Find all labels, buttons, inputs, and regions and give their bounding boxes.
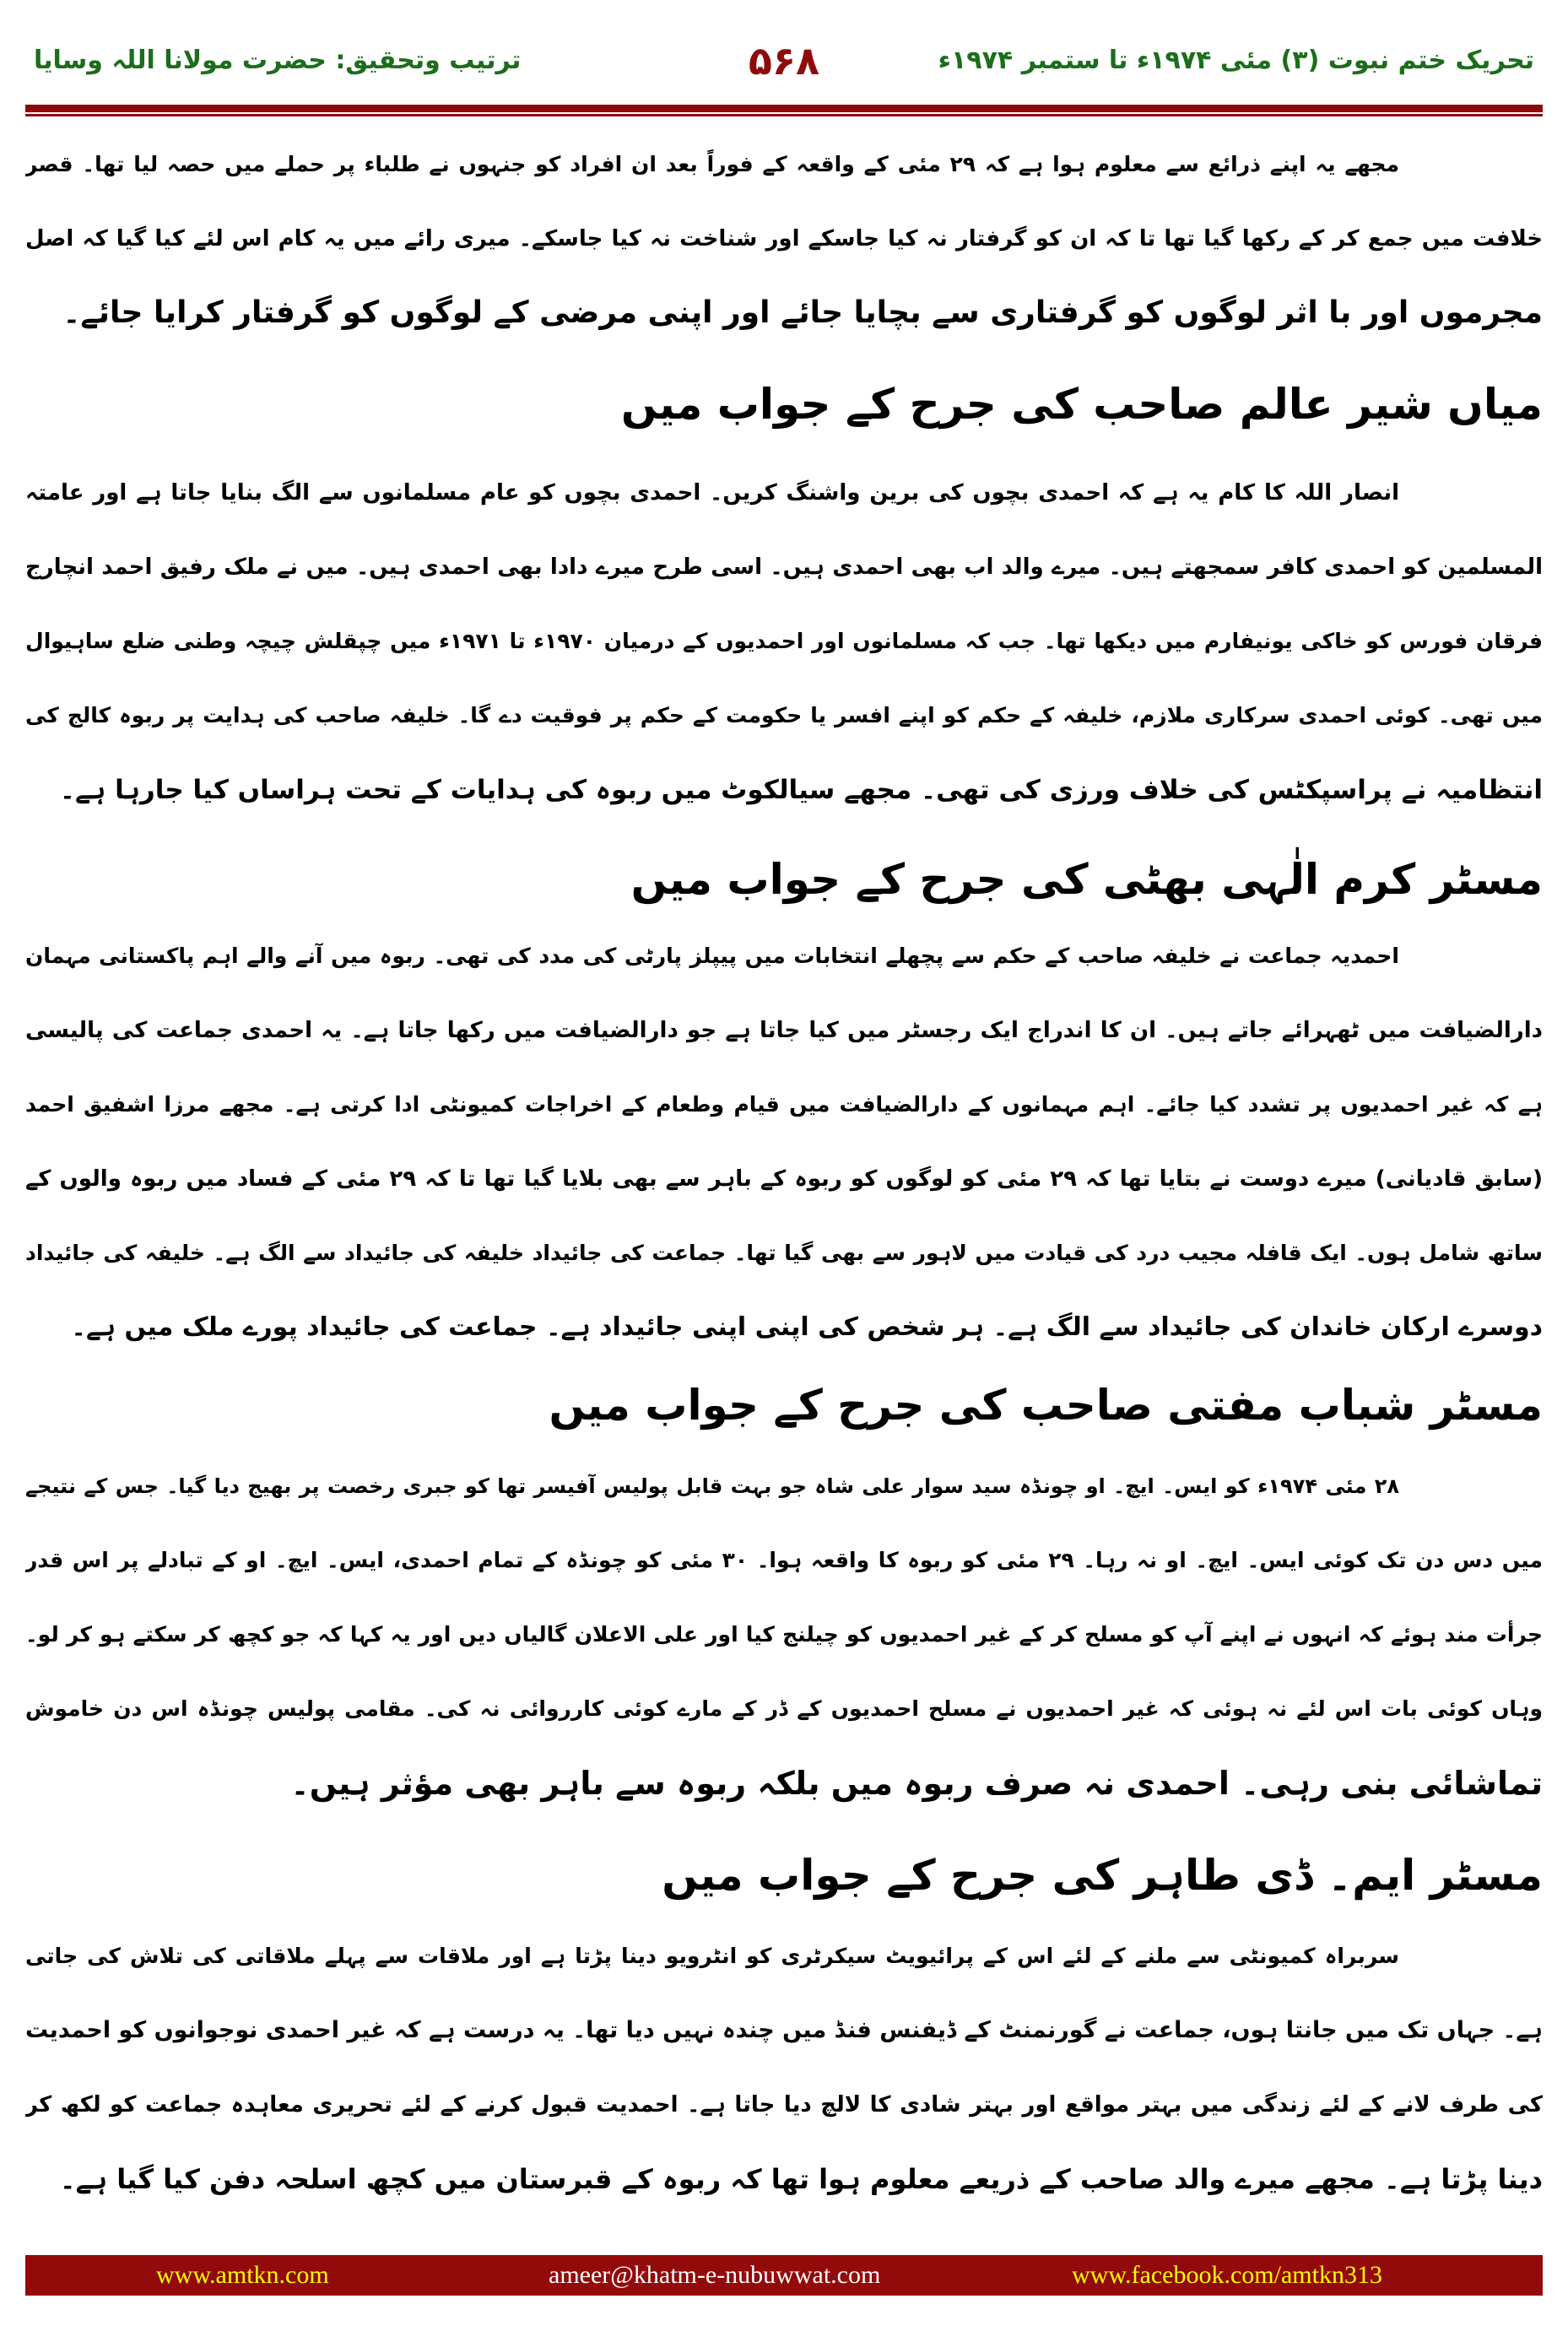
- paragraph: [25, 127, 1543, 350]
- text-line: میں تھی۔ کوئی احمدی سرکاری ملازم، خلیفہ کے حکم کو اپنے افسر یا حکومت کے حکم پر فوقیت دے گا۔ خلیفہ صاحب کی ہدایت پر ربوہ کالج کی: [25, 703, 1543, 727]
- text-line: ہے کہ غیر احمدیوں پر تشدد کیا جائے۔ اہم مہمانوں کے دارالضیافت میں قیام وطعام کے اخراجات کمیونٹی ادا کرتی ہے۔ مجھے مرزا اشفیق احمد: [25, 1092, 1543, 1117]
- website-link[interactable]: www.amtkn.com: [156, 2261, 329, 2289]
- text-line: ۲۸ مئی ۱۹۷۴ء کو ایس۔ ایچ۔ او چونڈہ سید سوار علی شاہ جو بہت قابل پولیس آفیسر تھا کو جبری رخصت پر بھیج دیا گیا۔ جس کے نتیجے: [25, 1474, 1400, 1498]
- text-line: دینا پڑتا ہے۔ مجھے میرے والد صاحب کے ذریعے معلوم ہوا تھا کہ ربوہ کے قبرستان میں کچھ اسلحہ دفن کیا گیا ہے۔: [59, 2163, 1543, 2195]
- text-line: مجرموں اور با اثر لوگوں کو گرفتاری سے بچایا جائے اور اپنی مرضی کے لوگوں کو گرفتار کرایا جائے۔: [62, 295, 1543, 330]
- text-line: کی طرف لانے کے لئے زندگی میں بہتر مواقع اور بہتر شادی کا لالچ دیا جاتا ہے۔ احمدیت قبول کرنے کے لئے تحریری معاہدہ جماعت کو لکھ کر: [25, 2092, 1543, 2118]
- facebook-link[interactable]: www.facebook.com/amtkn313: [1072, 2261, 1382, 2289]
- text-line: میں دس دن تک کوئی ایس۔ ایچ۔ او نہ رہا۔ ۲۹ مئی کو ربوہ کا واقعہ ہوا۔ ۳۰ مئی کو چونڈہ کے تمام احمدی، ایس۔ ایچ۔ او کے تبادلے پر اس قدر: [25, 1548, 1543, 1572]
- text-line: دارالضیافت میں ٹھہرائے جاتے ہیں۔ ان کا اندراج ایک رجسٹر میں کیا جاتا ہے جو دارالضیافت میں رکھا جاتا ہے۔ یہ احمدی جماعت کی پالیسی: [25, 1018, 1543, 1043]
- text-line: وہاں کوئی بات اس لئے نہ ہوئی کہ غیر احمدیوں نے مسلح احمدیوں کے ڈر کے مارے کوئی کارروائی نہ کی۔ مقامی پولیس چونڈہ اس دن خاموش: [25, 1696, 1543, 1721]
- text-line: دوسرے ارکان خاندان کی جائیداد سے الگ ہے۔ ہر شخص کی اپنی اپنی جائیداد ہے۔ جماعت کی جائیداد پورے ملک میں ہے۔: [71, 1312, 1543, 1342]
- section-heading: مسٹر کرم الٰہی بھٹی کی جرح کے جواب میں: [630, 855, 1543, 904]
- section-heading: میاں شیر عالم صاحب کی جرح کے جواب میں: [620, 380, 1543, 429]
- text-line: مجھے یہ اپنے ذرائع سے معلوم ہوا ہے کہ ۲۹ مئی کے واقعہ کے فوراً بعد ان افراد کو جنہوں نے طلباء پر حملے میں حصہ لیا تھا۔ قصر: [25, 152, 1400, 176]
- header-divider-thick: [25, 105, 1543, 112]
- compiler-credit: ترتیب وتحقیق: حضرت مولانا اللہ وسایا: [34, 46, 522, 75]
- text-line: المسلمین کو احمدی کافر سمجھتے ہیں۔ میرے والد اب بھی احمدی ہیں۔ اسی طرح میرے دادا بھی احمدی ہیں۔ میں نے ملک رفیق احمد انچارج: [25, 554, 1543, 580]
- paragraph: [25, 1919, 1543, 2216]
- section-heading: مسٹر ایم۔ ڈی طاہر کی جرح کے جواب میں: [662, 1851, 1543, 1900]
- page-number: ۵۶۸: [748, 38, 820, 84]
- text-line: خلافت میں جمع کر کے رکھا گیا تھا تا کہ ان کو گرفتار نہ کیا جاسکے اور شناخت نہ کیا جاسکے۔ میری رائے میں یہ کام اس لئے کیا گیا کہ اصل: [25, 226, 1543, 252]
- paragraph: [25, 456, 1543, 827]
- text-line: (سابق قادیانی) میرے دوست نے بتایا تھا کہ ۲۹ مئی کو لوگوں کو ربوہ کے باہر سے بھی بلایا گیا تھا تا کہ ۲۹ مئی کے فساد میں ربوہ والوں کے: [25, 1166, 1543, 1192]
- text-line: جرأت مند ہوئے کہ انہوں نے اپنے آپ کو مسلح کر کے غیر احمدیوں کو چیلنج کیا اور علی الاعلان گالیاں دیں اور یہ کہا کہ جو کچھ کر سکتے ہو کر لو۔: [25, 1622, 1543, 1647]
- text-line: تماشائی بنی رہی۔ احمدی نہ صرف ربوہ میں بلکہ ربوہ سے باہر بھی مؤثر ہیں۔: [290, 1765, 1543, 1802]
- section-heading: مسٹر شباب مفتی صاحب کی جرح کے جواب میں: [549, 1381, 1543, 1430]
- text-line: سربراہ کمیونٹی سے ملنے کے لئے اس کے پرائیویٹ سیکرٹری کو انٹرویو دینا پڑتا ہے اور ملاقات سے پہلے ملاقاتی کی تلاش کی جاتی: [25, 1944, 1399, 1968]
- text-line: انصار اللہ کا کام یہ ہے کہ احمدی بچوں کی برین واشنگ کریں۔ احمدی بچوں کو عام مسلمانوں سے الگ بنایا جاتا ہے اور عامتہ: [25, 480, 1399, 506]
- footer-bar: [25, 2255, 1543, 2296]
- text-line: ساتھ شامل ہوں۔ ایک قافلہ مجیب درد کی قیادت میں لاہور سے بھی گیا تھا۔ جماعت کی جائیداد خلیفہ کی جائیداد سے الگ ہے۔ خلیفہ کی جائیداد: [25, 1241, 1543, 1265]
- paragraph: [25, 919, 1543, 1365]
- email-link[interactable]: ameer@khatm-e-nubuwwat.com: [549, 2261, 881, 2289]
- text-line: ہے۔ جہاں تک میں جانتا ہوں، جماعت نے گورنمنٹ کے ڈیفنس فنڈ میں چندہ نہیں دیا تھا۔ یہ درست ہے کہ غیر احمدی نوجوانوں کو احمدیت: [25, 2017, 1543, 2043]
- book-title: تحریک ختم نبوت (۳) مئی ۱۹۷۴ء تا ستمبر ۱۹۷۴ء: [938, 46, 1534, 75]
- paragraph: [25, 1449, 1543, 1820]
- header-divider-thin: [25, 114, 1543, 116]
- text-line: فرقان فورس کو خاکی یونیفارم میں دیکھا تھا۔ جب کہ مسلمانوں اور احمدیوں کے درمیان ۱۹۷۰ء تا ۱۹۷۱ء میں چپقلش چیچہ وطنی ضلع ساہیوال: [25, 629, 1543, 653]
- text-line: احمدیہ جماعت نے خلیفہ صاحب کے حکم سے پچھلے انتخابات میں پیپلز پارٹی کی مدد کی تھی۔ ربوہ میں آنے والے اہم پاکستانی مہمان: [25, 944, 1399, 968]
- text-line: انتظامیہ نے پراسپکٹس کی خلاف ورزی کی تھی۔ مجھے سیالکوٹ میں ربوہ کی ہدایات کے تحت ہراساں کیا جارہا ہے۔: [59, 775, 1543, 805]
